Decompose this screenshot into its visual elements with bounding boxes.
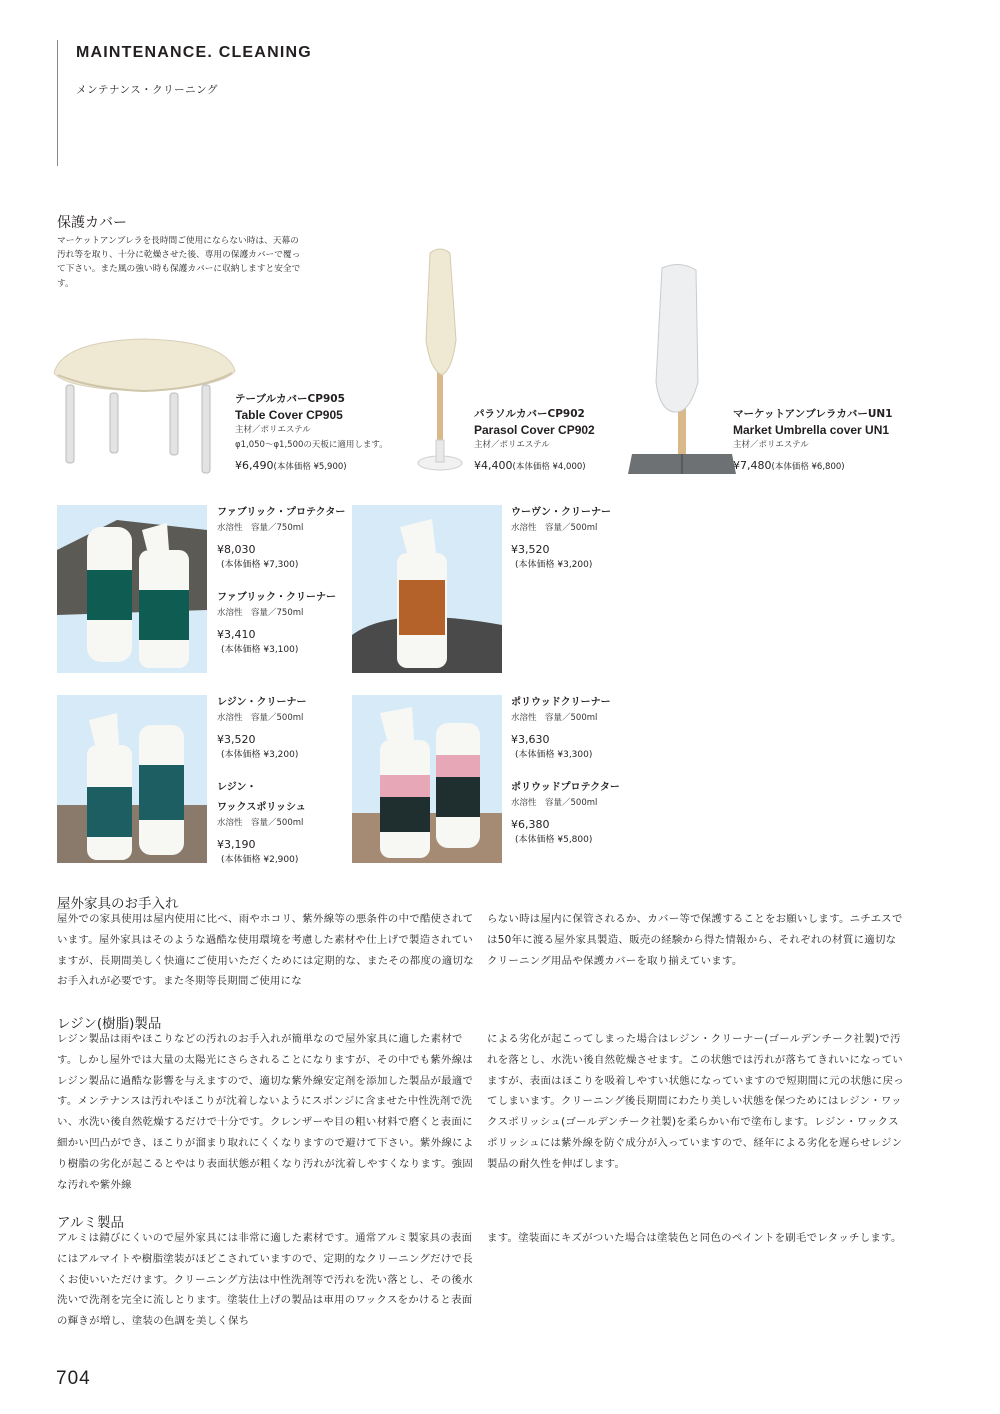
- fabric-products-photo: [57, 505, 207, 673]
- product-price: ¥4,400(本体価格 ¥4,000): [474, 459, 586, 472]
- section-body-outdoor-care-left: 屋外での家具使用は屋内使用に比べ、雨やホコリ、紫外線等の悪条件の中で酷使されています。屋外家具はそのような過酷な使用環境を考慮した素材や仕上げで製造されていますが、長期間美しく快適にご使用いただくためには定期的な、またその都度の適切なお手入れが必要です。また冬期等長期間ご使用にな: [57, 913, 474, 988]
- page-subtitle: メンテナンス・クリーニング: [76, 84, 218, 96]
- product-name-en: Table Cover CP905: [235, 407, 343, 422]
- table-cover-image: [52, 335, 237, 475]
- section-body-aluminum-left: アルミは錆びにくいので屋外家具には非常に適した素材です。通常アルミ製家具の表面にはアルマイトや樹脂塗装がほどこされていますので、定期的なクリーニングだけで長くお使いいただけます。クリーニング方法は中性洗剤等で汚れを洗い落とし、その後水洗いで洗剤を完全に流しとります。塗装仕上げの製品は車用のワックスをかけると表面の輝きが増し、塗装の色調を美しく保ち: [57, 1232, 473, 1328]
- cover-item-table: [235, 392, 388, 472]
- covers-description: マーケットアンブレラを長時間ご使用にならない時は、天幕の汚れ等を取り、十分に乾燥させた後、専用の保護カバーで覆って下さい。また風の強い時も保護カバーに収納しますと安全です。: [57, 236, 301, 289]
- section-heading-aluminum: アルミ製品: [57, 1215, 124, 1231]
- product-name-jp: テーブルカバーCP905: [235, 393, 345, 405]
- section-heading-resin: レジン(樹脂)製品: [57, 1016, 162, 1032]
- product-name-jp: パラソルカバーCP902: [474, 408, 585, 420]
- umbrella-cover-image: [628, 262, 738, 480]
- polywood-products-photo: [352, 695, 502, 863]
- product-material: 主材／ポリエステル: [733, 440, 809, 450]
- page-number: 704: [56, 1368, 91, 1389]
- product-fabric-protector: ファブリック・プロテクター 水溶性 容量／750ml ¥8,030 (本体価格 ¥7,300): [217, 507, 346, 570]
- product-name-jp: マーケットアンブレラカバーUN1: [733, 408, 893, 420]
- product-polywood-cleaner: ポリウッドクリーナー 水溶性 容量／500ml ¥3,630 (本体価格 ¥3,300): [511, 697, 611, 760]
- resin-products-photo: [57, 695, 207, 863]
- product-note: φ1,050〜φ1,500の天板に適用します。: [235, 440, 388, 450]
- product-material: 主材／ポリエステル: [474, 440, 550, 450]
- section-body-aluminum-right: ます。塗装面にキズがついた場合は塗装色と同色のペイントを刷毛でレタッチします。: [487, 1232, 902, 1244]
- product-price: ¥7,480(本体価格 ¥6,800): [733, 459, 845, 472]
- header-rule: [57, 40, 58, 166]
- cleaner-group-polywood: [511, 693, 620, 863]
- section-heading-outdoor-care: 屋外家具のお手入れ: [57, 896, 179, 912]
- product-material: 主材／ポリエステル: [235, 425, 311, 435]
- product-fabric-cleaner: ファブリック・クリーナー 水溶性 容量／750ml ¥3,410 (本体価格 ¥3,100): [217, 592, 336, 655]
- section-body-resin-right: による劣化が起こってしまった場合はレジン・クリーナー(ゴールデンチーク社製)で汚れを落とし、水洗い後自然乾燥させます。この状態では汚れが落ちてきれいになっていますが、表面はほこりを吸着しやすい状態になっていますので短期間に元の状態に戻ってしまいます。クリーニング後長期間にわたり美しい状態を保つためにはレジン・ワックスポリッシュ(ゴールデンチーク社製)を柔らかい布で塗布します。レジン・ワックスポリッシュには紫外線を防ぐ成分が入っていますので、経年による劣化を遅らせレジン製品の耐久性を伸ばします。: [487, 1033, 904, 1170]
- product-resin-wax-polish: レジン・ ワックスポリッシュ 水溶性 容量／500ml ¥3,190 (本体価格 ¥2,900): [217, 782, 306, 865]
- parasol-cover-image: [412, 245, 472, 475]
- cover-item-parasol: [474, 407, 595, 472]
- product-polywood-protector: ポリウッドプロテクター 水溶性 容量／500ml ¥6,380 (本体価格 ¥5,800): [511, 782, 620, 845]
- covers-heading: 保護カバー: [57, 215, 127, 231]
- product-name-en: Market Umbrella cover UN1: [733, 422, 890, 437]
- cleaner-group-woven: [511, 503, 611, 588]
- page-title: MAINTENANCE. CLEANING: [76, 44, 312, 61]
- cleaner-group-fabric: [217, 503, 345, 673]
- section-body-resin-left: レジン製品は雨やほこりなどの汚れのお手入れが簡単なので屋外家具に適した素材です。しかし屋外では大量の太陽光にさらされることになりますが、その中でも紫外線はレジン製品に過酷な影響を与えますので、適切な紫外線安定剤を添加した製品が最適です。メンテナンスは汚れやほこりが沈着しないようにスポンジに含ませた中性洗剤で洗い、水洗い後自然乾燥するだけで十分です。クレンザーや目の粗い材料で磨くと表面に細かい凹凸ができ、ほこりが溜まり取れにくくなりますので避けて下さい。紫外線により樹脂の劣化が起こるとやはり表面状態が粗くなり汚れが沈着しやすくなります。強固な汚れや紫外線: [57, 1033, 474, 1191]
- cleaner-group-resin: [217, 693, 307, 883]
- product-name-en: Parasol Cover CP902: [474, 422, 595, 437]
- product-woven-cleaner: ウーヴン・クリーナー 水溶性 容量／500ml ¥3,520 (本体価格 ¥3,200): [511, 507, 611, 570]
- section-body-outdoor-care-right: らない時は屋内に保管されるか、カバー等で保護することをお願いします。ニチエスでは50年に渡る屋外家具製造、販売の経験から得た情報から、それぞれの材質に適切なクリーニング用品や保護カバーを取り揃えています。: [487, 913, 903, 967]
- product-resin-cleaner: レジン・クリーナー 水溶性 容量／500ml ¥3,520 (本体価格 ¥3,200): [217, 697, 307, 760]
- cover-item-umbrella: [733, 407, 892, 472]
- woven-cleaner-photo: [352, 505, 502, 673]
- product-price: ¥6,490(本体価格 ¥5,900): [235, 459, 347, 472]
